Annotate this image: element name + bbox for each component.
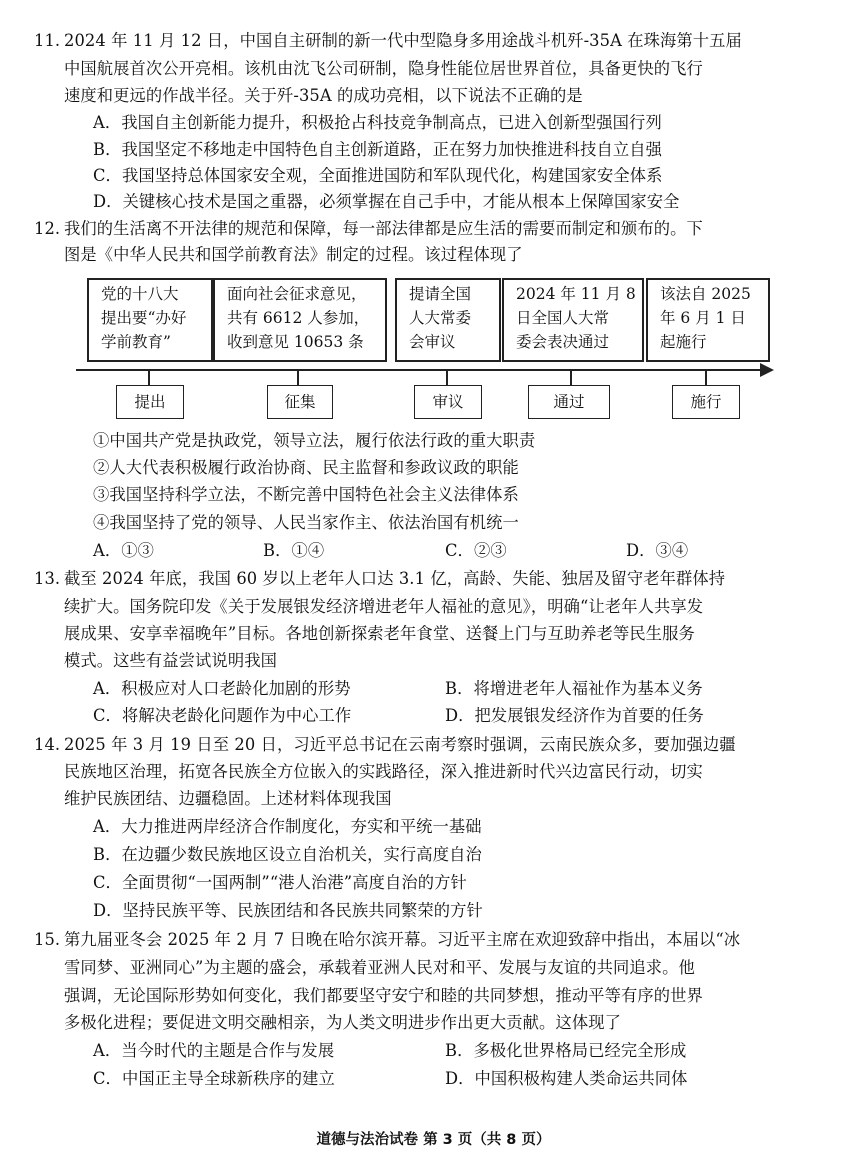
option-c: C．②③: [445, 541, 507, 560]
question-stem-line: 速度和更远的作战半径。关于歼-35A 的成功亮相，以下说法不正确的是: [64, 86, 583, 105]
box-text: 提出要“办好: [101, 309, 187, 327]
question-number: 11.: [34, 31, 61, 50]
statement-1: ①中国共产党是执政党，领导立法，履行依法行政的重大职责: [93, 431, 536, 450]
option-b: B．我国坚定不移地走中国特色自主创新道路，正在努力加快推进科技自立自强: [93, 140, 663, 159]
stage-label-review: 审议: [414, 385, 482, 419]
option-c: C．将解决老龄化问题作为中心工作: [93, 706, 352, 725]
box-text: 委会表决通过: [516, 333, 610, 351]
option-a: A．我国自主创新能力提升，积极抢占科技竞争制高点，已进入创新型强国行列: [93, 113, 662, 132]
question-stem-line: 模式。这些有益尝试说明我国: [64, 651, 277, 670]
question-stem-line: 图是《中华人民共和国学前教育法》制定的过程。该过程体现了: [64, 245, 523, 264]
stage-label-implement: 施行: [672, 385, 740, 419]
box-text: 面向社会征求意见，: [227, 285, 367, 303]
page-footer: 道德与法治试卷 第 3 页（共 8 页）: [316, 1132, 551, 1148]
box-text: 提请全国: [409, 285, 472, 303]
question-number: 12.: [34, 219, 61, 238]
statement-2: ②人大代表积极履行政治协商、民主监督和参政议政的职能: [93, 458, 519, 477]
box-text: 共有 6612 人参加，: [227, 309, 370, 327]
option-d: D．③④: [626, 541, 689, 560]
option-d: D．中国积极构建人类命运共同体: [445, 1069, 688, 1088]
question-stem-line: 强调，无论国际形势如何变化，我们都要坚守安宁和睦的共同梦想，推动平等有序的世界: [64, 986, 703, 1005]
option-c: C．我国坚持总体国家安全观，全面推进国防和军队现代化，构建国家安全体系: [93, 166, 663, 185]
question-stem-line: 2025 年 3 月 19 日至 20 日，习近平总书记在云南考察时强调，云南民族众多，要加强边疆: [64, 735, 736, 754]
box-text: 收到意见 10653 条: [227, 333, 364, 351]
question-stem-line: 续扩大。国务院印发《关于发展银发经济增进老年人福祉的意见》，明确“让老年人共享发: [64, 597, 704, 616]
timeline-axis: [76, 369, 762, 371]
process-box-collect: [213, 278, 387, 362]
statement-3: ③我国坚持科学立法，不断完善中国特色社会主义法律体系: [93, 485, 519, 504]
option-a: A．当今时代的主题是合作与发展: [93, 1041, 335, 1060]
option-c: C．中国正主导全球新秩序的建立: [93, 1069, 335, 1088]
question-stem-line: 展成果、安享幸福晚年”目标。各地创新探索老年食堂、送餐上门与互助养老等民生服务: [64, 624, 695, 643]
question-stem-line: 我们的生活离不开法律的规范和保障，每一部法律都是应生活的需要而制定和颁布的。下: [64, 219, 703, 238]
option-a: A．积极应对人口老龄化加剧的形势: [93, 679, 351, 698]
process-box-pass: [502, 278, 644, 362]
option-d: D．把发展银发经济作为首要的任务: [445, 706, 704, 725]
option-a: A．①③: [93, 541, 155, 560]
box-text: 2024 年 11 月 8: [516, 285, 636, 303]
stage-label-propose: 提出: [116, 385, 184, 419]
box-text: 人大常委: [409, 309, 472, 327]
question-stem-line: 多极化进程；要促进文明交融相亲，为人类文明进步作出更大贡献。这体现了: [64, 1013, 621, 1032]
box-text: 该法自 2025: [660, 285, 751, 303]
question-number: 15.: [34, 930, 61, 949]
question-stem-line: 维护民族团结、边疆稳固。上述材料体现我国: [64, 789, 392, 808]
option-b: B．①④: [263, 541, 325, 560]
statement-4: ④我国坚持了党的领导、人民当家作主、依法治国有机统一: [93, 513, 519, 532]
question-stem-line: 第九届亚冬会 2025 年 2 月 7 日晚在哈尔滨开幕。习近平主席在欢迎致辞中指出，本届以“冰: [64, 930, 741, 949]
box-text: 日全国人大常: [516, 309, 610, 327]
box-text: 会审议: [409, 333, 456, 351]
timeline-arrow-icon: [760, 363, 774, 377]
box-text: 党的十八大: [101, 285, 179, 303]
box-text: 年 6 月 1 日: [660, 309, 746, 327]
question-number: 13.: [34, 569, 61, 588]
process-box-implement: [646, 278, 770, 362]
option-b: B．将增进老年人福祉作为基本义务: [445, 679, 703, 698]
question-stem-line: 雪同梦、亚洲同心”为主题的盛会，承载着亚洲人民对和平、发展与友谊的共同追求。他: [64, 958, 695, 977]
question-stem-line: 2024 年 11 月 12 日，中国自主研制的新一代中型隐身多用途战斗机歼-35A 在珠海第十五届: [64, 31, 742, 50]
question-stem-line: 中国航展首次公开亮相。该机由沈飞公司研制，隐身性能位居世界首位，具备更快的飞行: [64, 59, 703, 78]
option-b: B．在边疆少数民族地区设立自治机关，实行高度自治: [93, 845, 482, 864]
question-stem-line: 截至 2024 年底，我国 60 岁以上老年人口达 3.1 亿，高龄、失能、独居及留守老年群体持: [64, 569, 726, 588]
question-stem-line: 民族地区治理，拓宽各民族全方位嵌入的实践路径，深入推进新时代兴边富民行动，切实: [64, 762, 703, 781]
option-b: B．多极化世界格局已经完全形成: [445, 1041, 687, 1060]
process-box-propose: [87, 278, 213, 362]
box-text: 起施行: [660, 333, 707, 351]
question-number: 14.: [34, 735, 61, 754]
option-d: D．坚持民族平等、民族团结和各民族共同繁荣的方针: [93, 901, 483, 920]
option-d: D．关键核心技术是国之重器，必须掌握在自己手中，才能从根本上保障国家安全: [93, 192, 680, 211]
stage-label-collect: 征集: [267, 385, 333, 419]
box-text: 学前教育”: [101, 333, 171, 351]
process-box-review: [395, 278, 501, 362]
option-c: C．全面贯彻“一国两制”“港人治港”高度自治的方针: [93, 873, 467, 892]
option-a: A．大力推进两岸经济合作制度化，夯实和平统一基础: [93, 817, 482, 836]
stage-label-pass: 通过: [528, 385, 610, 419]
